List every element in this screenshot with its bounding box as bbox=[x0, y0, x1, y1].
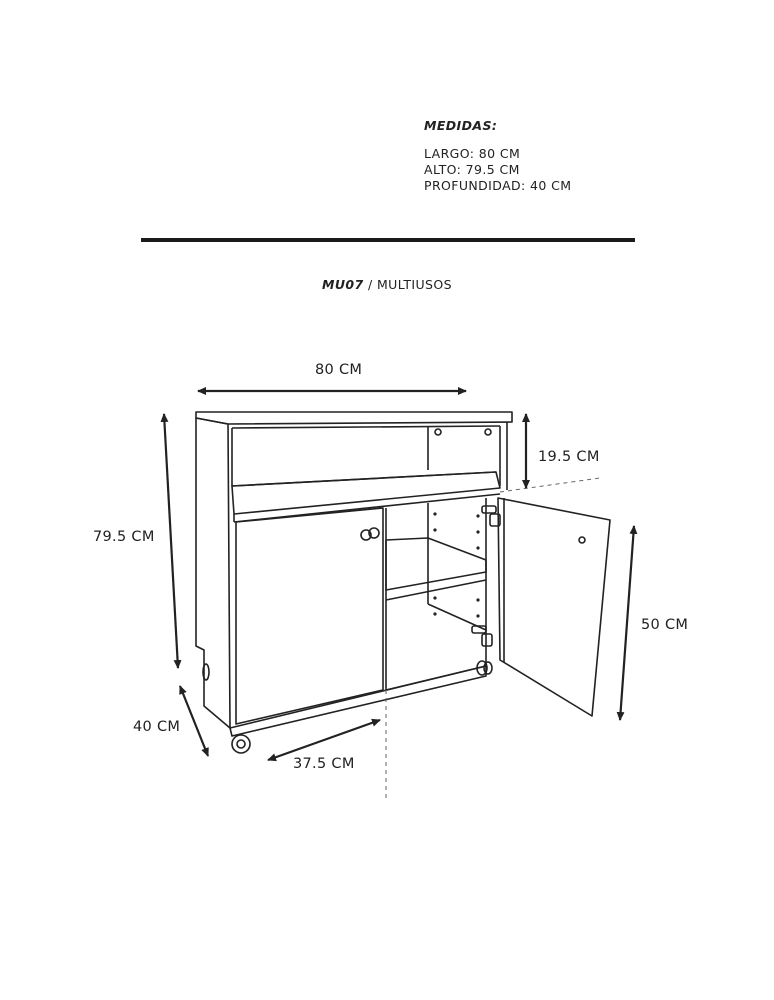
label-door-height: 50 CM bbox=[641, 617, 689, 633]
upper-opening bbox=[232, 428, 496, 486]
left-door bbox=[236, 508, 383, 724]
product-separator: / bbox=[368, 277, 373, 292]
arrow-door-width bbox=[268, 720, 380, 760]
upper-hinge bbox=[482, 506, 500, 526]
specs-title: MEDIDAS: bbox=[424, 118, 498, 133]
label-height: 79.5 CM bbox=[93, 529, 155, 545]
product-name: MULTIUSOS bbox=[377, 277, 452, 292]
arrow-door-height bbox=[620, 526, 634, 720]
label-width: 80 CM bbox=[315, 362, 363, 378]
product-code: MU07 bbox=[322, 277, 364, 292]
dimension-arrows bbox=[164, 391, 634, 760]
door-hole bbox=[579, 537, 585, 543]
spec-depth: PROFUNDIDAD: 40 CM bbox=[424, 178, 572, 193]
right-door-open bbox=[498, 498, 610, 716]
shelf-pin-holes bbox=[433, 512, 479, 617]
cabinet-bottom bbox=[230, 666, 486, 736]
arrow-height bbox=[164, 414, 178, 668]
cam-hole bbox=[435, 429, 441, 435]
cabinet-left-side bbox=[196, 418, 230, 728]
caster-front-left bbox=[232, 735, 250, 753]
label-shelf-height: 19.5 CM bbox=[538, 449, 600, 465]
spec-length: LARGO: 80 CM bbox=[424, 146, 521, 161]
spec-height: ALTO: 79.5 CM bbox=[424, 162, 520, 177]
label-door-width: 37.5 CM bbox=[293, 756, 355, 772]
label-depth: 40 CM bbox=[133, 719, 181, 735]
cabinet-top bbox=[196, 412, 512, 424]
